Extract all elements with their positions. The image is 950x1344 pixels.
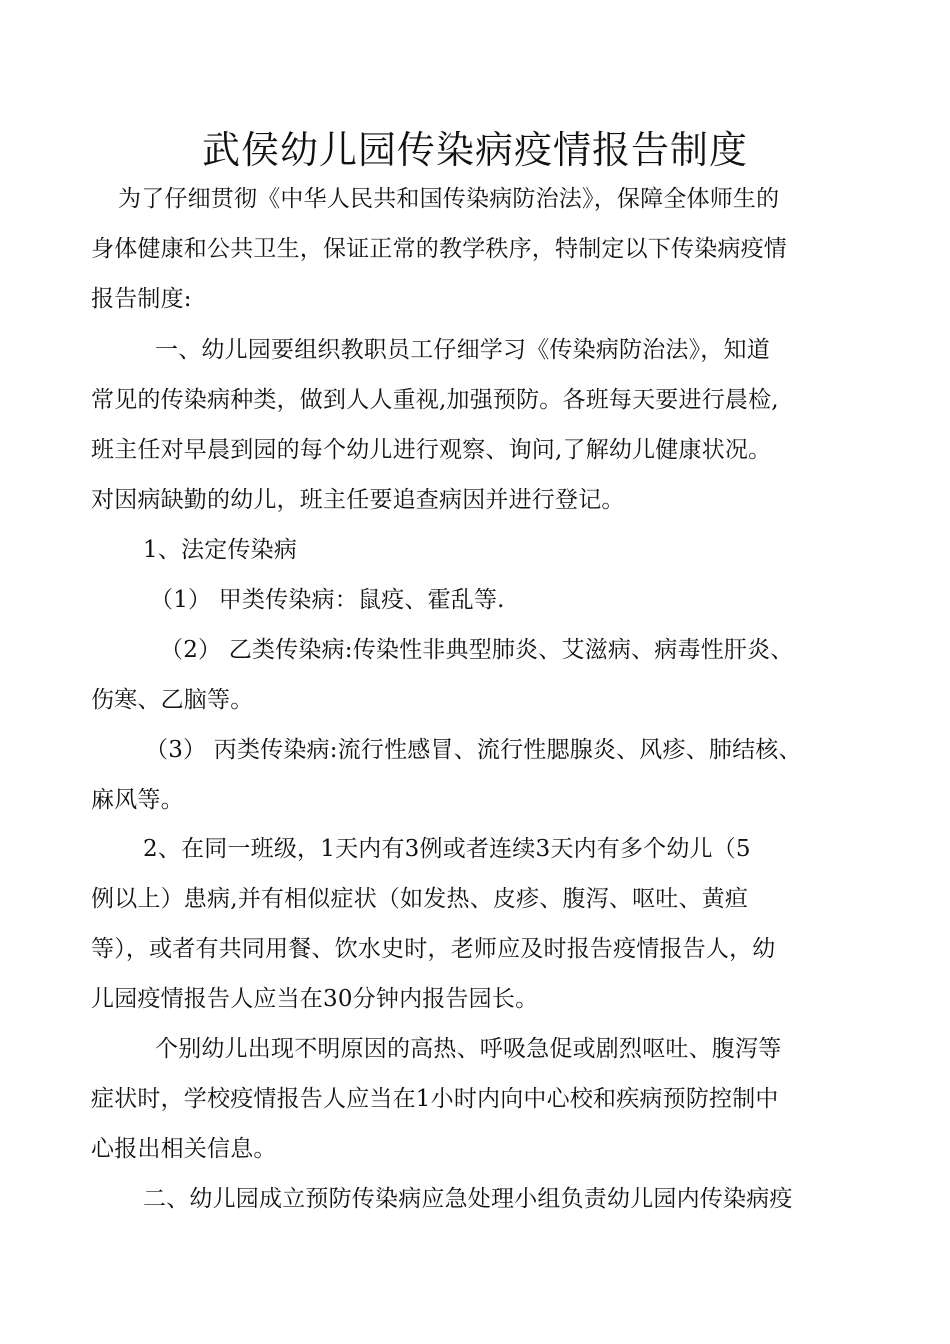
paragraph-line: 二、幼儿园成立预防传染病应急处理小组负责幼儿园内传染病疫: [143, 1186, 793, 1212]
paragraph-line: 班主任对早晨到园的每个幼儿进行观察、询问,了解幼儿健康状况。: [91, 437, 772, 463]
paragraph-line: 个别幼儿出现不明原因的高热、呼吸急促或剧烈呕吐、腹泻等: [155, 1036, 782, 1062]
paragraph-line: 对因病缺勤的幼儿，班主任要追查病因并进行登记。: [91, 487, 625, 513]
list-item: （1） 甲类传染病：鼠疫、霍乱等.: [150, 587, 505, 613]
paragraph-line: 伤寒、乙脑等。: [91, 687, 254, 713]
list-item: （3） 丙类传染病:流行性感冒、流行性腮腺炎、风疹、肺结核、: [145, 737, 802, 763]
paragraph-line: 等），或者有共同用餐、饮水史时，老师应及时报告疫情报告人，幼: [91, 936, 776, 962]
paragraph-line: 心报出相关信息。: [91, 1136, 277, 1162]
list-item: （2） 乙类传染病:传染性非典型肺炎、艾滋病、病毒性肝炎、: [160, 637, 794, 663]
paragraph-line: 例以上）患病,并有相似症状（如发热、皮疹、腹泻、呕吐、黄疸: [91, 886, 749, 912]
section-heading: 1、法定传染病: [143, 537, 298, 563]
paragraph-line: 儿园疫情报告人应当在30分钟内报告园长。: [91, 986, 539, 1012]
paragraph-line: 2、在同一班级，1天内有3例或者连续3天内有多个幼儿（5: [143, 836, 751, 862]
paragraph-line: 身体健康和公共卫生，保证正常的教学秩序，特制定以下传染病疫情: [91, 236, 787, 262]
document-title: 武侯幼儿园传染病疫情报告制度: [201, 128, 748, 172]
paragraph-line: 一、幼儿园要组织教职员工仔细学习《传染病防治法》，知道: [155, 337, 770, 363]
paragraph-line: 报告制度:: [91, 286, 192, 312]
paragraph-line: 为了仔细贯彻《中华人民共和国传染病防治法》，保障全体师生的: [118, 186, 780, 212]
paragraph-line: 常见的传染病种类，做到人人重视,加强预防。各班每天要进行晨检,: [91, 387, 779, 413]
paragraph-line: 症状时，学校疫情报告人应当在1小时内向中心校和疾病预防控制中: [91, 1086, 779, 1112]
paragraph-line: 麻风等。: [91, 787, 184, 813]
